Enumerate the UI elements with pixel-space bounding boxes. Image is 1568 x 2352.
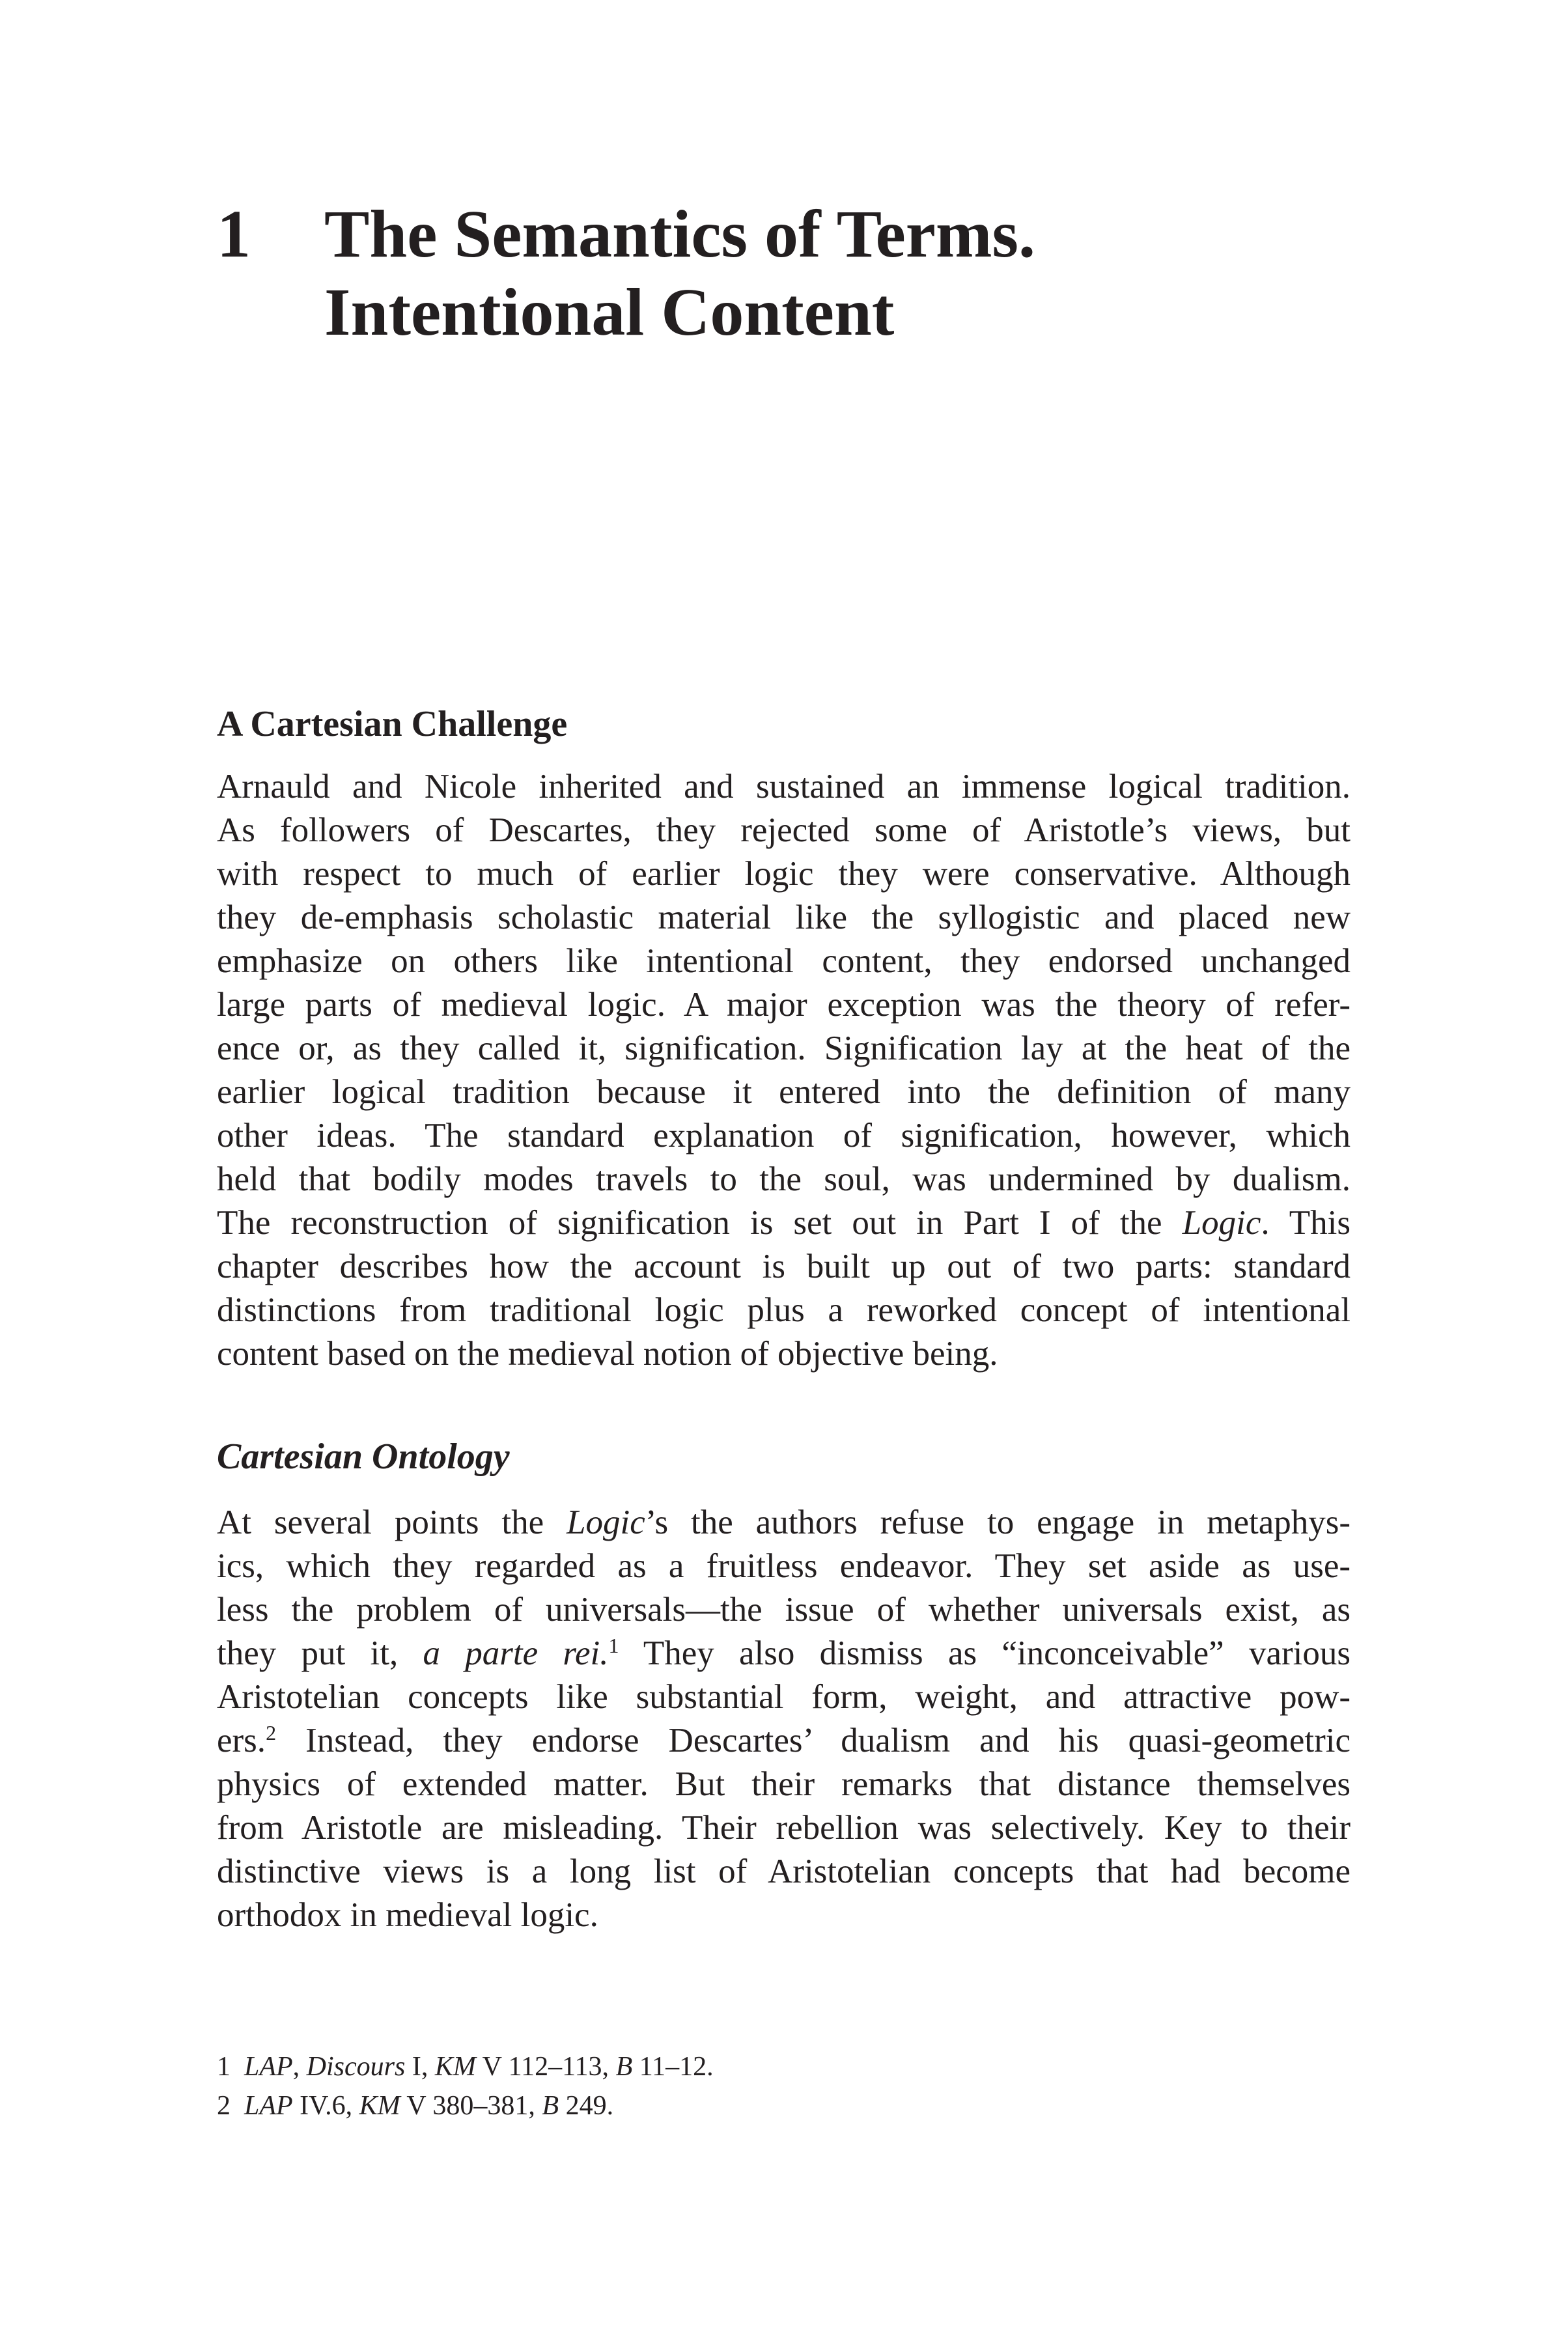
paragraph-line: other ideas. The standard explanation of signification, however, which [217, 1117, 1351, 1155]
paragraph-cartesian-challenge [217, 765, 1351, 1376]
italic-phrase: a parte rei. [423, 1634, 609, 1672]
paragraph-line: distinctions from traditional logic plus a reworked concept of intentional [217, 1291, 1351, 1329]
footnote-ref-1[interactable]: 1 [608, 1634, 619, 1657]
paragraph-line: ence or, as they called it, signification. Signification lay at the heat of the [217, 1029, 1351, 1067]
text-run: The reconstruction of signification is set out in Part I of the [217, 1204, 1183, 1242]
paragraph-line: from Aristotle are misleading. Their rebellion was selectively. Key to their [217, 1809, 1351, 1847]
italic-title-logic: Logic [567, 1504, 645, 1541]
paragraph-line: As followers of Descartes, they rejected some of Aristotle’s views, but [217, 811, 1351, 849]
text-run: ’s the authors refuse to engage in metaphys- [645, 1504, 1351, 1541]
footnote-italic: KM [434, 2052, 476, 2082]
footnote-italic: B [542, 2091, 559, 2121]
paragraph-line [217, 1501, 1351, 1545]
paragraph-line: physics of extended matter. But their remarks that distance themselves [217, 1765, 1351, 1803]
text-run: . This [1261, 1204, 1351, 1242]
text-run: 249. [559, 2091, 614, 2121]
chapter-number: 1 [217, 197, 251, 272]
paragraph-line: chapter describes how the account is built up out of two parts: standard [217, 1248, 1351, 1285]
footnote-ref-2[interactable]: 2 [266, 1721, 277, 1744]
chapter-title-line-2: Intentional Content [324, 275, 895, 350]
paragraph-line [217, 1719, 1351, 1763]
paragraph-line: earlier logical tradition because it entered into the definition of many [217, 1073, 1351, 1111]
footnote-italic: Discours [306, 2052, 406, 2082]
paragraph-line: less the problem of universals—the issue of whether universals exist, as [217, 1591, 1351, 1629]
text-run: Instead, they endorse Descartes’ dualism and his quasi-geometric [276, 1722, 1351, 1759]
footnote-1 [217, 2047, 714, 2086]
text-run: V 380–381, [400, 2091, 542, 2121]
paragraph-line [217, 1201, 1351, 1245]
footnote-italic: KM [359, 2091, 400, 2121]
chapter-title-line-1: The Semantics of Terms. [324, 197, 1035, 272]
paragraph-line: ics, which they regarded as a fruitless endeavor. They set aside as use- [217, 1547, 1351, 1585]
footnotes [217, 2047, 714, 2125]
text-run: they put it, [217, 1634, 423, 1672]
chapter-title-text [324, 195, 1035, 352]
italic-title-logic: Logic [1182, 1204, 1261, 1242]
paragraph-line: emphasize on others like intentional content, they endorsed unchanged [217, 942, 1351, 980]
paragraph-line: distinctive views is a long list of Aristotelian concepts that had become [217, 1853, 1351, 1890]
text-run: At several points the [217, 1504, 567, 1541]
footnote-number: 1 [217, 2052, 231, 2082]
footnote-italic: LAP [244, 2052, 293, 2082]
text-run: 11–12. [632, 2052, 714, 2082]
paragraph-cartesian-ontology [217, 1501, 1351, 1937]
paragraph-line: large parts of medieval logic. A major exception was the theory of refer- [217, 986, 1351, 1024]
text-run: I, [405, 2052, 435, 2082]
footnote-italic: LAP [244, 2091, 293, 2121]
paragraph-line: with respect to much of earlier logic they were conservative. Although [217, 855, 1351, 893]
text-run: IV.6, [292, 2091, 359, 2121]
text-run: V 112–113, [475, 2052, 616, 2082]
footnote-number: 2 [217, 2091, 231, 2121]
text-run: , [292, 2052, 307, 2082]
paragraph-line: they de-emphasis scholastic material like the syllogistic and placed new [217, 899, 1351, 936]
paragraph-line: held that bodily modes travels to the soul, was undermined by dualism. [217, 1160, 1351, 1198]
paragraph-line: content based on the medieval notion of objective being. [217, 1335, 998, 1373]
paragraph-line [217, 1632, 1351, 1675]
paragraph-line: orthodox in medieval logic. [217, 1896, 598, 1934]
text-run: ers. [217, 1722, 266, 1759]
subsection-heading-cartesian-ontology: Cartesian Ontology [217, 1436, 510, 1477]
footnote-italic: B [615, 2052, 633, 2082]
section-heading-cartesian-challenge: A Cartesian Challenge [217, 704, 568, 744]
paragraph-line: Aristotelian concepts like substantial form, weight, and attractive pow- [217, 1678, 1351, 1716]
footnote-2 [217, 2086, 714, 2125]
text-run: They also dismiss as “inconceivable” various [619, 1634, 1351, 1672]
paragraph-line: Arnauld and Nicole inherited and sustained an immense logical tradition. [217, 768, 1351, 805]
